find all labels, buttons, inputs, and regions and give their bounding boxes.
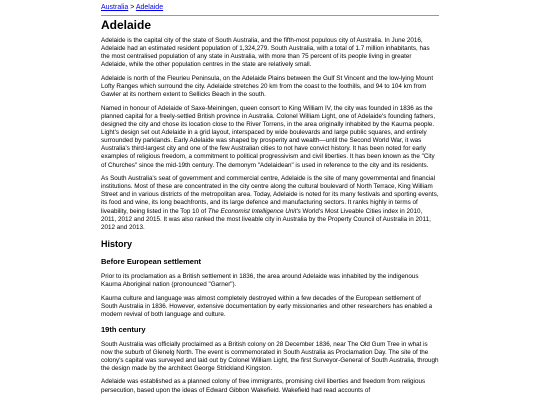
breadcrumb-separator: >: [130, 4, 135, 11]
before-european-paragraph-1: Prior to its proclamation as a British settlement in 1836, the area around Adelaide was inhabited by the indigenous Kaurna Aboriginal nation (pronounced "Garner").: [101, 272, 419, 288]
nineteenth-century-paragraph-2: Adelaide was established as a planned colony of free immigrants, promising civil liberties and freedom from religious persecution, based upon the ideas of Edward Gibbon Wakefield. Wakefield had read accounts of: [101, 378, 426, 394]
before-european-paragraph-2: Kaurna culture and language was almost completely destroyed within a few decades of the European settlement of South Australia in 1836. However, extensive documentation by early missionaries and other researchers has enabled a modern revival of both language and culture.: [101, 294, 433, 318]
breadcrumb: [101, 3, 439, 12]
intro-paragraph-4-text-b: World's Most Liveable Cities index in 2010, 2011, 2012 and 2015. It was also ranked the most liveable city in Australia by the Property Council of Australia in 2011, 2012 and 2013.: [101, 207, 431, 231]
breadcrumb-link-adelaide[interactable]: Adelaide: [135, 4, 164, 11]
section-heading-history: History: [101, 238, 133, 249]
intro-paragraph-1: Adelaide is the capital city of the state of South Australia, and the fifth-most populous city of Australia. In June 2016, Adelaide had an estimated resident population of 1,324,279. South Australia, with a total of 1.7 million inhabitants, has the most centralised population of any state in Australia, with more than 75 percent of its people living in greater Adelaide, while the other population centres in the state are relatively small.: [101, 37, 430, 69]
page-title: Adelaide: [101, 18, 152, 32]
intro-paragraph-4-text-a: As South Australia's seat of government and commercial centre, Adelaide is the site of many governmental and financial institutions. Most of these are concentrated in the city centre along the cultural boulevard of North Terrace, King William Street and in various districts of the metropolitan area. Today, Adelaide is noted for its many festivals and sporting events, its food and wine, its long beachfronts, and its large defence and manufacturing sectors. It ranks highly in terms of liveability, being listed in the Top 10 of: [101, 175, 439, 215]
article-page: [101, 0, 439, 395]
breadcrumb-link-australia[interactable]: Australia: [101, 4, 129, 11]
intro-paragraph-4-italic: The Economist Intelligence Unit's: [207, 207, 301, 215]
subsection-heading-before-european: Before European settlement: [101, 256, 202, 266]
intro-paragraph-4: [101, 175, 439, 232]
subsection-heading-19th-century: 19th century: [101, 324, 146, 334]
header-divider: [101, 15, 439, 16]
intro-paragraph-2: Adelaide is north of the Fleurieu Peninsula, on the Adelaide Plains between the Gulf St Vincent and the low-lying Mount Lofty Ranges which surround the city. Adelaide stretches 20 km from the coast to the foothills, and 94 to 104 km from Gawler at its northern extent to Sellicks Beach in the south.: [101, 74, 434, 99]
intro-paragraph-3: Named in honour of Adelaide of Saxe-Meiningen, queen consort to King William IV, the city was founded in 1836 as the planned capital for a freely-settled British province in Australia. Colonel William Light, one of Adelaide's founding fathers, designed the city and chose its location close to the River Torrens, in the area originally inhabited by the Kaurna people. Light's design set out Adelaide in a grid layout, interspaced by wide boulevards and large public squares, and entirely surrounded by parklands. Early Adelaide was shaped by prosperity and wealth—until the Second World War, it was Australia's third-largest city and one of the few Australian cities to not have convict history. It has been noted for early examples of religious freedom, a commitment to political progressivism and civil liberties. It has been known as the "City of Churches" since the mid-19th century. The demonym "Adelaidean" is used in reference to the city and its residents.: [101, 104, 436, 169]
nineteenth-century-paragraph-1: South Australia was officially proclaimed as a British colony on 28 December 1836, near The Old Gum Tree in what is now the suburb of Glenelg North. The event is commemorated in South Australia as Proclamation Day. The site of the colony's capital was surveyed and laid out by Colonel William Light, the first Surveyor-General of South Australia, through the design made by the architect George Strickland Kingston.: [101, 340, 439, 372]
